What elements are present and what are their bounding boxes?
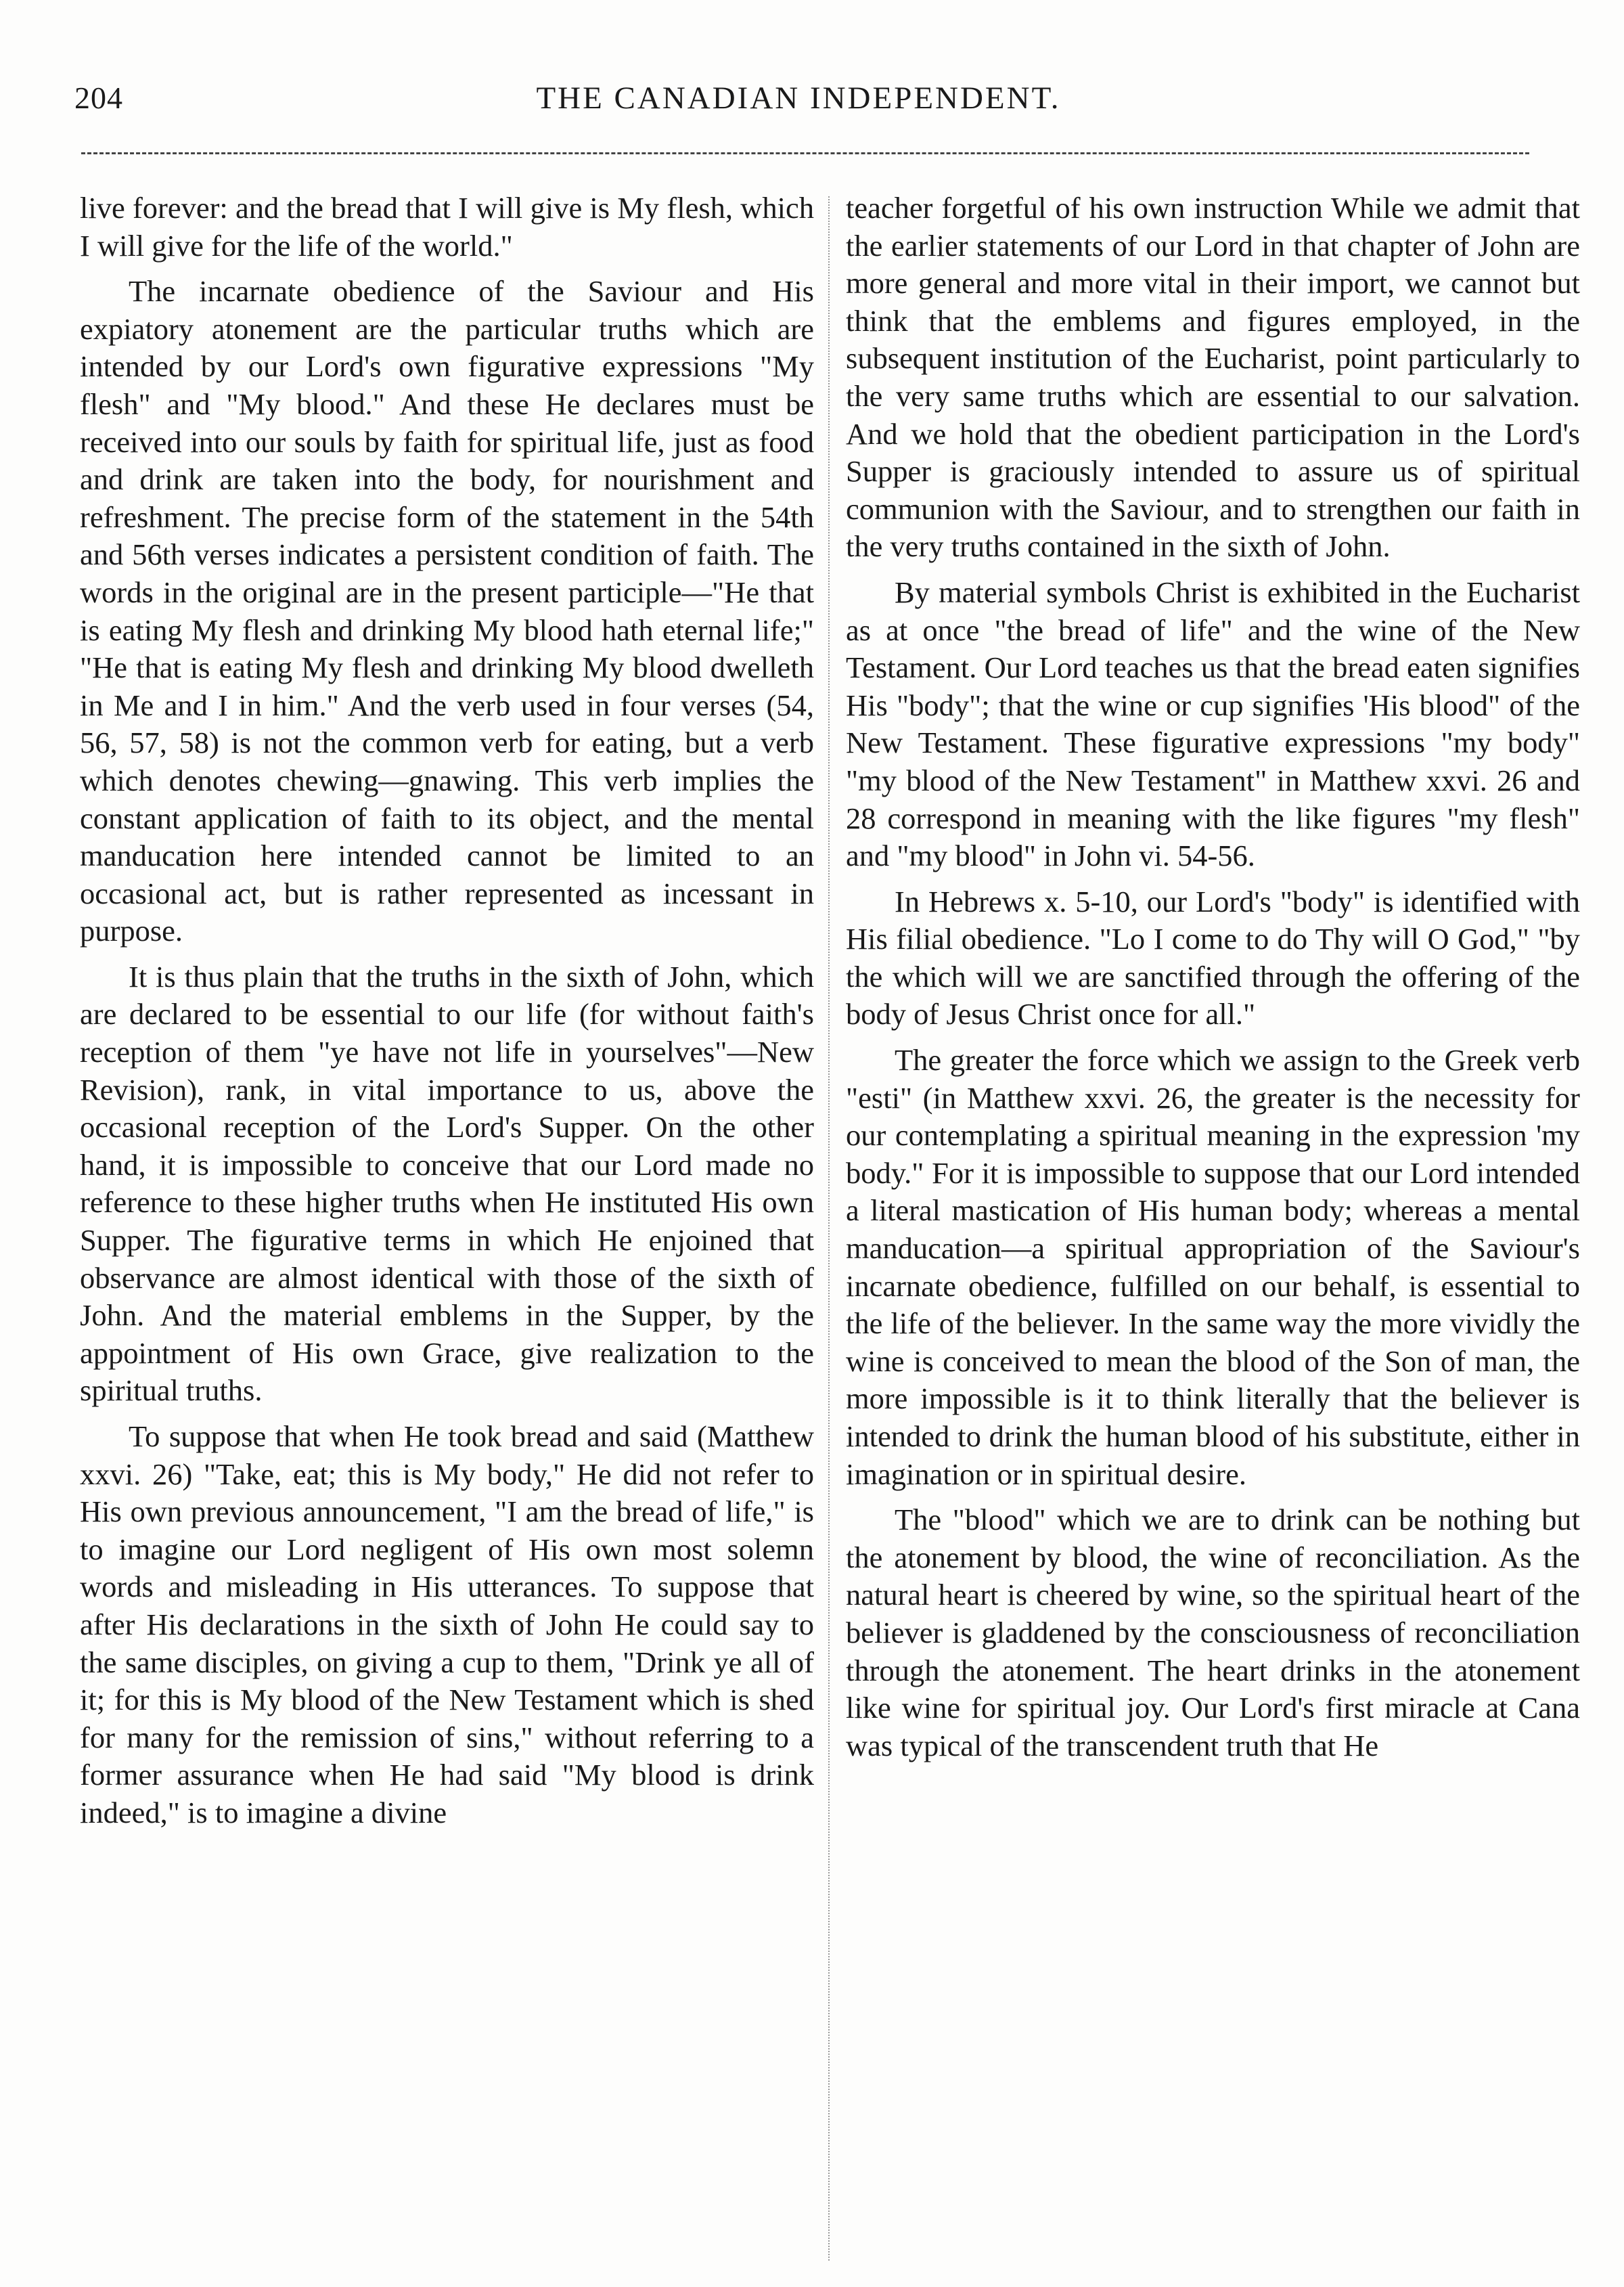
page-header [74, 80, 1522, 120]
paragraph: The incarnate obedience of the Saviour and His expiatory atonement are the particular truths which are intended by our Lord's own figurative expressions "My flesh" and "My blood." And these He declares must be received into our souls by faith for spiritual life, just as food and drink are taken into the body, for nourishment and refreshment. The precise form of the statement in the 54th and 56th verses indicates a persistent condition of faith. The words in the original are in the present participle—"He that is eating My flesh and drinking My blood hath eternal life;" "He that is eating My flesh and drinking My blood dwelleth in Me and I in him." And the verb used in four verses (54, 56, 57, 58) is not the common verb for eating, but a verb which denotes chewing—gnawing. This verb implies the constant application of faith to its object, and the mental manducation here intended cannot be limited to an occasional act, but is rather represented as incessant in purpose. [80, 274, 814, 948]
paragraph: To suppose that when He took bread and said (Matthew xxvi. 26) "Take, eat; this is My body," He did not refer to His own previous announcement, "I am the bread of life," is to imagine our Lord negligent of His own most solemn words and misleading in His utterances. To suppose that after His declarations in the sixth of John He could say to the same disciples, on giving a cup to them, "Drink ye all of it; for this is My blood of the New Testament which is shed for many for the remission of sins," without referring to a former assurance when He had said "My blood is drink indeed," is to imagine a divine [80, 1419, 814, 1829]
paragraph: By material symbols Christ is exhibited in the Eucharist as at once "the bread of life" and the wine of the New Testament. Our Lord teaches us that the bread eaten signifies His "body"; that the wine or cup signifies 'His blood" of the New Testament. These figurative expressions "my body" "my blood of the New Testament" in Matthew xxvi. 26 and 28 correspond in meaning with the like figures "my flesh" and "my blood" in John vi. 54-56. [846, 575, 1580, 873]
left-column [80, 190, 814, 1832]
paragraph: In Hebrews x. 5-10, our Lord's "body" is identified with His filial obedience. "Lo I come to do Thy will O God," "by the which will we are sanctified through the offering of the body of Jesus Christ once for all." [846, 884, 1580, 1031]
paragraph: live forever: and the bread that I will give is My flesh, which I will give for the life of the world." [80, 191, 814, 263]
page-number: 204 [74, 81, 123, 115]
header-rule [81, 152, 1529, 154]
column-divider [828, 196, 830, 2261]
right-column [846, 190, 1580, 1764]
paragraph: The greater the force which we assign to the Greek verb "esti" (in Matthew xxvi. 26, the greater is the necessity for our contemplating a spiritual meaning in the expression 'my body." For it is impossible to suppose that our Lord intended a literal mastication of His human body; whereas a mental manducation—a spiritual appropriation of the Saviour's incarnate obedience, fulfilled on our behalf, is essential to the life of the believer. In the same way the more vividly the wine is conceived to mean the blood of the Son of man, the more impossible is it to think literally that the believer is intended to drink the human blood of his substitute, either in imagination or in spiritual desire. [846, 1043, 1580, 1491]
paragraph: teacher forgetful of his own instruction While we admit that the earlier statements of our Lord in that chapter of John are more general and more vital in their import, we cannot but think that the emblems and figures employed, in the subsequent institution of the Eucharist, point particularly to the very same truths which are essential to our salvation. And we hold that the obedient participation in the Lord's Supper is graciously intended to assure us of spiritual communion with the Saviour, and to strengthen our faith in the very truths contained in the sixth of John. [846, 191, 1580, 564]
paragraph: The "blood" which we are to drink can be nothing but the atonement by blood, the wine of reconciliation. As the natural heart is cheered by wine, so the spiritual heart of the believer is gladdened by the consciousness of reconciliation through the atonement. The heart drinks in the atonement like wine for spiritual joy. Our Lord's first miracle at Cana was typical of the transcendent truth that He [846, 1503, 1580, 1762]
paragraph: It is thus plain that the truths in the sixth of John, which are declared to be essential to our life (for without faith's reception of them "ye have not life in yourselves"—New Revision), rank, in vital importance to us, above the occasional reception of the Lord's Supper. On the other hand, it is impossible to conceive that our Lord made no reference to these higher truths when He instituted His own Supper. The figurative terms in which He enjoined that observance are almost identical with those of the sixth of John. And the material emblems in the Supper, by the appointment of His own Grace, give realization to the spiritual truths. [80, 959, 814, 1408]
running-title: THE CANADIAN INDEPENDENT. [536, 81, 1061, 116]
